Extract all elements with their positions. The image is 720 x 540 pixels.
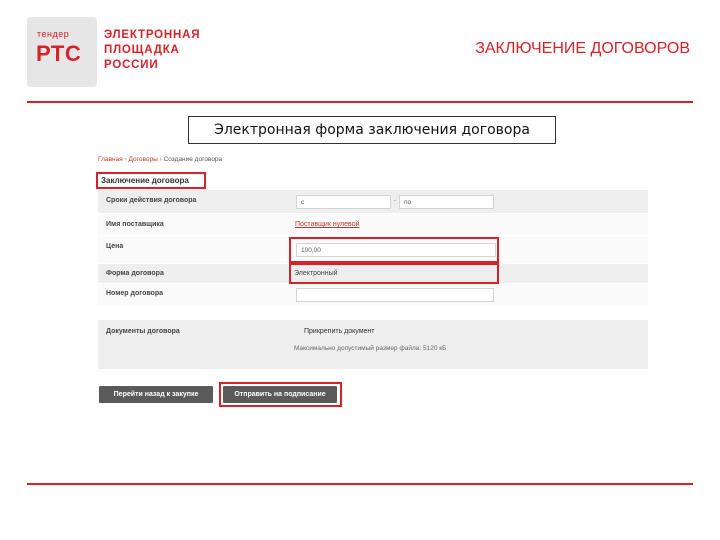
send-button-highlight bbox=[219, 382, 342, 407]
attach-document-button[interactable]: Прикрепить документ bbox=[304, 328, 375, 335]
form-type-label: Форма договора bbox=[106, 270, 164, 277]
price-input[interactable]: 100,00 bbox=[296, 243, 496, 257]
term-label: Сроки действия договора bbox=[106, 197, 197, 204]
contract-number-row bbox=[98, 284, 648, 306]
logo-name-line1: ЭЛЕКТРОННАЯ bbox=[104, 29, 201, 41]
section-title: Заключение договора bbox=[96, 172, 206, 189]
send-for-signing-button[interactable]: Отправить на подписание bbox=[223, 386, 337, 403]
form-type-value: Электронный bbox=[294, 270, 338, 277]
slide-title: ЗАКЛЮЧЕНИЕ ДОГОВОРОВ bbox=[475, 40, 690, 57]
price-label: Цена bbox=[106, 243, 124, 250]
back-to-purchase-button[interactable]: Перейти назад к закупке bbox=[99, 386, 213, 403]
term-from-input[interactable]: с bbox=[296, 195, 391, 209]
logo-brand-text: РТС bbox=[36, 41, 82, 66]
contract-number-label: Номер договора bbox=[106, 290, 164, 297]
term-to-input[interactable]: по bbox=[399, 195, 494, 209]
price-highlight bbox=[289, 237, 499, 263]
breadcrumb-current: Создание договора bbox=[163, 156, 223, 163]
breadcrumb bbox=[98, 156, 222, 163]
top-divider bbox=[27, 101, 693, 103]
breadcrumb-home[interactable]: Главная bbox=[98, 156, 123, 163]
logo-tender-text: тендер bbox=[37, 29, 70, 39]
breadcrumb-separator: › bbox=[159, 156, 162, 163]
breadcrumb-contracts[interactable]: Договоры bbox=[128, 156, 158, 163]
logo-name-line2: ПЛОЩАДКА bbox=[104, 44, 180, 56]
form-type-highlight bbox=[289, 263, 499, 284]
supplier-link[interactable]: Поставщик нулевой bbox=[295, 221, 360, 228]
caption: Электронная форма заключения договора bbox=[188, 116, 556, 144]
max-size-text: Максимально допустимый размер файла: 5120 кБ bbox=[294, 345, 447, 352]
breadcrumb-separator: › bbox=[124, 156, 127, 163]
supplier-label: Имя поставщика bbox=[106, 221, 164, 228]
contract-number-input[interactable] bbox=[296, 288, 494, 302]
documents-label: Документы договора bbox=[106, 328, 180, 335]
spacer bbox=[98, 306, 648, 320]
bottom-divider bbox=[27, 483, 693, 485]
logo-name-line3: РОССИИ bbox=[104, 59, 159, 71]
logo bbox=[27, 17, 97, 87]
documents-row bbox=[98, 320, 648, 370]
supplier-row bbox=[98, 214, 648, 236]
term-row bbox=[98, 190, 648, 214]
logo-name bbox=[104, 28, 200, 73]
term-dash: - bbox=[394, 198, 396, 204]
